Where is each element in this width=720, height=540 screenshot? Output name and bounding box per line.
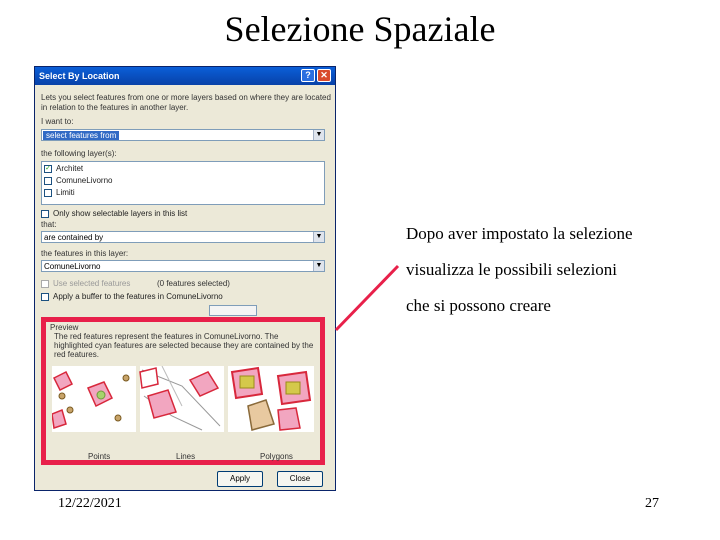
layer-label: Limiti (56, 188, 75, 197)
apply-button[interactable]: Apply (217, 471, 263, 487)
callout-line: che si possono creare (406, 296, 551, 315)
points-caption: Points (88, 452, 111, 461)
preview-text: The red features represent the features in ComuneLivorno. The highlighted cyan features are selected because they are contained by the red features. (54, 332, 314, 359)
slide-date: 12/22/2021 (58, 496, 122, 511)
callout-text (406, 216, 706, 324)
lines-caption: Lines (176, 452, 196, 461)
that-label: that: (41, 220, 57, 229)
polygons-caption: Polygons (260, 452, 293, 461)
layer-label: Architet (56, 164, 84, 173)
dialog-title: Select By Location (39, 71, 120, 81)
preview-label: Preview (50, 323, 79, 332)
layer-label: ComuneLivorno (56, 176, 113, 185)
chevron-down-icon[interactable]: ▼ (313, 232, 324, 242)
features-in-layer-label: the features in this layer: (41, 249, 129, 258)
checkbox-checked-icon[interactable]: ✓ (45, 165, 51, 172)
dialog-description: Lets you select features from one or more layers based on where they are located in relation to the features in another layer. (41, 93, 331, 112)
close-button[interactable]: Close (277, 471, 323, 487)
callout-connector (336, 266, 398, 330)
i-want-to-value: select features from (43, 131, 119, 140)
slide-title: Selezione Spaziale (224, 9, 496, 49)
callout-line: visualizza le possibili selezioni (406, 260, 618, 279)
use-selected-label: Use selected features (53, 279, 131, 288)
i-want-to-label: I want to: (41, 117, 74, 126)
help-button[interactable]: ? (301, 69, 315, 82)
selected-count: (0 features selected) (157, 279, 230, 288)
following-layers-label: the following layer(s): (41, 149, 117, 158)
callout-line: Dopo aver impostato la selezione (406, 224, 633, 243)
target-layer-value: ComuneLivorno (44, 262, 101, 271)
slide-page-number: 27 (645, 496, 659, 511)
chevron-down-icon[interactable]: ▼ (313, 261, 324, 271)
spatial-relation-value: are contained by (44, 233, 104, 242)
only-selectable-label: Only show selectable layers in this list (53, 209, 188, 218)
apply-buffer-label: Apply a buffer to the features in ComuneLivorno (53, 292, 223, 301)
close-window-button[interactable]: ✕ (317, 69, 331, 82)
chevron-down-icon[interactable]: ▼ (313, 130, 324, 140)
